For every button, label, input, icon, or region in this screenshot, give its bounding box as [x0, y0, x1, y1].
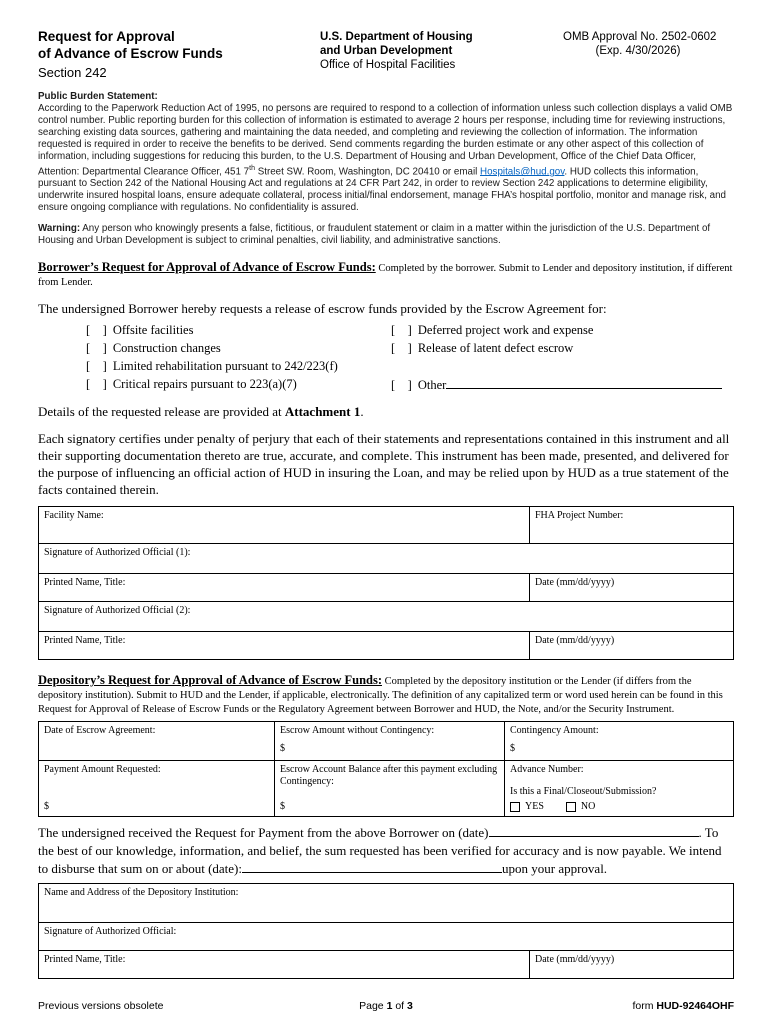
- dept-name-line1: U.S. Department of Housing: [320, 31, 473, 43]
- dept-name-line2: and Urban Development: [320, 45, 453, 57]
- footer-versions-note: Previous versions obsolete: [38, 1000, 164, 1012]
- payment-amount-label: Payment Amount Requested:: [44, 764, 161, 776]
- page-footer: [38, 994, 734, 1012]
- date-1-label: Date (mm/dd/yyyy): [535, 577, 615, 589]
- ordinal-suffix: th: [249, 165, 255, 172]
- received-date-line[interactable]: [489, 824, 699, 837]
- dollar-sign: $: [44, 801, 49, 813]
- escrow-amount-field[interactable]: [274, 722, 504, 760]
- depository-name-address-field[interactable]: [39, 884, 733, 922]
- other-checkbox[interactable]: [ ]: [391, 378, 412, 393]
- form-title-line2: of Advance of Escrow Funds: [38, 46, 223, 61]
- received-text-2: . To the best of our knowledge, information, and belief, the sum requested has been verified for accuracy and is now payable. We intend to disburse that sum on or about (date):: [38, 825, 722, 877]
- depository-date-label: Date (mm/dd/yyyy): [535, 954, 615, 966]
- hospitals-email-link[interactable]: Hospitals@hud.gov: [480, 166, 565, 178]
- option-offsite-facilities[interactable]: [86, 322, 391, 338]
- department-block: [320, 28, 563, 81]
- form-title-line1: Request for Approval: [38, 29, 175, 44]
- no-option[interactable]: [566, 801, 595, 813]
- other-fill-line[interactable]: [446, 376, 722, 389]
- burden-label: Public Burden Statement:: [38, 91, 158, 102]
- details-text: Details of the requested release are provided at: [38, 404, 285, 420]
- dollar-sign: $: [280, 743, 285, 755]
- details-period: .: [360, 404, 364, 420]
- signature-official-2-field[interactable]: [39, 602, 733, 631]
- office-name: Office of Hospital Facilities: [320, 59, 456, 71]
- omb-approval-number: OMB Approval No. 2502-0602: [563, 31, 717, 43]
- escrow-amount-label: Escrow Amount without Contingency:: [280, 725, 435, 737]
- printed-name-2-field[interactable]: [39, 632, 529, 659]
- received-statement: [38, 824, 734, 878]
- date-2-field[interactable]: [529, 632, 733, 659]
- signature-official-1-label: Signature of Authorized Official (1):: [44, 547, 191, 559]
- option-label: Limited rehabilitation pursuant to 242/223(f): [112, 359, 338, 374]
- omb-expiration: (Exp. 4/30/2026): [595, 45, 681, 57]
- yes-label: YES: [525, 801, 544, 813]
- printed-name-2-label: Printed Name, Title:: [44, 635, 126, 647]
- limited-rehab-checkbox[interactable]: [ ]: [86, 359, 107, 374]
- construction-changes-checkbox[interactable]: [ ]: [86, 341, 107, 356]
- public-burden-statement: [38, 91, 734, 214]
- borrower-heading-text: Borrower’s Request for Approval of Advance of Escrow Funds:: [38, 260, 376, 275]
- depository-heading-note: Completed by the depository institution or the Lender (if differs from the depository institution). Submit to HUD and the Lender, if applicable, electronically. The definition of any capitalized term or word used herein can be found in this Request for Approval of Release of Escrow Funds or the Regulatory Agreement between Borrower and HUD, the Note, and/or the Security Instrument.: [38, 676, 723, 716]
- escrow-balance-field[interactable]: [274, 761, 504, 816]
- option-latent-defect-escrow[interactable]: [391, 340, 734, 356]
- depository-heading-text: Depository’s Request for Approval of Advance of Escrow Funds:: [38, 673, 382, 688]
- page-total: 3: [407, 1000, 413, 1012]
- facility-name-field[interactable]: [39, 507, 529, 543]
- latent-defect-checkbox[interactable]: [ ]: [391, 341, 412, 356]
- date-of-escrow-agreement-label: Date of Escrow Agreement:: [44, 725, 156, 737]
- final-question-label: Is this a Final/Closeout/Submission?: [510, 786, 657, 798]
- page-word: Page: [359, 1000, 387, 1012]
- option-construction-changes[interactable]: [86, 340, 391, 356]
- deferred-project-checkbox[interactable]: [ ]: [391, 323, 412, 338]
- form-word: form: [632, 1000, 657, 1012]
- warning-label: Warning:: [38, 223, 81, 235]
- form-number: [502, 1000, 734, 1012]
- depository-signature-table: [38, 883, 734, 979]
- dollar-sign: $: [510, 743, 515, 755]
- critical-repairs-checkbox[interactable]: [ ]: [86, 377, 107, 392]
- depository-name-address-label: Name and Address of the Depository Institution:: [44, 887, 239, 899]
- page-indicator: [270, 1000, 502, 1012]
- warning-text: Any person who knowingly presents a false, fictitious, or fraudulent statement or claim in a matter within the jurisdiction of the U.S. Department of Housing and Urban Development is subject to criminal penalties, civil liability, and administrative sanctions.: [38, 223, 711, 247]
- option-label: Deferred project work and expense: [417, 323, 594, 338]
- final-submission-question: [510, 786, 656, 813]
- option-label: Critical repairs pursuant to 223(a)(7): [112, 377, 297, 392]
- form-section-label: Section 242: [38, 65, 107, 80]
- yes-no-options: [510, 801, 656, 813]
- advance-number-field[interactable]: [504, 761, 733, 816]
- depository-signature-label: Signature of Authorized Official:: [44, 926, 177, 938]
- printed-name-1-field[interactable]: [39, 574, 529, 601]
- borrower-heading-note: Completed by the borrower. Submit to Lender and depository institution, if different from Lender.: [38, 263, 733, 289]
- burden-text-3: . HUD collects this information, pursuant to Section 242 of the National Housing Act and regulations at 24 CFR Part 242, in order to review Section 242 applications to determine eligibility, underwrite insured hospital loans, ensure adequate collateral, process initial/final endorsement, manage FHA’s hospital portfolio, monitor and manage risk, and ensure ongoing compliance with regulations. No confidentiality is assured.: [38, 166, 726, 214]
- burden-text-1: According to the Paperwork Reduction Act of 1995, no persons are required to respond to a collection of information unless such collection displays a valid OMB control number. Public reporting burden for this collection of information is estimated to average 2 hours per response, including time for reviewing instructions, searching existing data sources, gathering and maintaining the data needed, and completing and reviewing the collection of information. The information requested is required in order to receive the benefits to be derived. Send comments regarding the burden estimate or any other aspect of this collection of information, including suggestions for reducing this burden, to the U.S. Department of Housing and Urban Development, Office of the Chief Data Officer, Attention: Departmental Clearance Officer, 451 7: [38, 103, 733, 178]
- borrower-section-heading: [38, 260, 734, 290]
- date-of-escrow-agreement-field[interactable]: [39, 722, 274, 760]
- date-1-field[interactable]: [529, 574, 733, 601]
- option-limited-rehabilitation[interactable]: [86, 358, 391, 374]
- borrower-intro: The undersigned Borrower hereby requests a release of escrow funds provided by the Escrow Agreement for:: [38, 301, 607, 317]
- attachment-reference: Attachment 1: [284, 404, 361, 420]
- received-text-3: upon your approval.: [502, 861, 608, 877]
- yes-checkbox[interactable]: [510, 802, 520, 812]
- fha-project-number-label: FHA Project Number:: [535, 510, 624, 522]
- date-2-label: Date (mm/dd/yyyy): [535, 635, 615, 647]
- of-word: of: [392, 1000, 408, 1012]
- received-text-1: The undersigned received the Request for Payment from the above Borrower on (date): [38, 825, 489, 841]
- depository-amounts-table: [38, 721, 734, 817]
- option-label: Construction changes: [112, 341, 221, 356]
- form-header: [38, 28, 734, 81]
- dollar-sign: $: [280, 801, 285, 813]
- payment-amount-requested-field[interactable]: [39, 761, 274, 816]
- fha-project-number-field[interactable]: [529, 507, 733, 543]
- page-number: 1: [386, 1000, 393, 1012]
- no-checkbox[interactable]: [566, 802, 576, 812]
- option-deferred-project-work[interactable]: [391, 322, 734, 338]
- option-critical-repairs[interactable]: [86, 376, 391, 393]
- contingency-amount-field[interactable]: [504, 722, 733, 760]
- no-label: NO: [580, 801, 596, 813]
- option-other[interactable]: [391, 376, 734, 393]
- checkbox-grid-spacer: [391, 358, 734, 374]
- contingency-amount-label: Contingency Amount:: [510, 725, 599, 737]
- facility-name-label: Facility Name:: [44, 510, 104, 522]
- certification-paragraph: Each signatory certifies under penalty of perjury that each of their statements and representations contained in this instrument and all their supporting documentation thereto are true, accurate, and complete. This instrument has been made, presented, and delivered for the purpose of influencing an official action of HUD in insuring the Loan, and may be relied upon by HUD as a true statement of the facts contained therein.: [38, 431, 730, 498]
- depository-printed-name-label: Printed Name, Title:: [44, 954, 126, 966]
- form-title-block: [38, 28, 320, 81]
- disburse-date-line[interactable]: [242, 860, 502, 873]
- depository-signature-field[interactable]: [39, 923, 733, 950]
- escrow-purpose-checkboxes: [86, 322, 734, 393]
- yes-option[interactable]: [510, 801, 544, 813]
- escrow-balance-label: Escrow Account Balance after this payment excluding Contingency:: [280, 764, 498, 788]
- option-label: Other: [417, 378, 447, 393]
- option-label: Offsite facilities: [112, 323, 194, 338]
- warning-statement: [38, 223, 734, 247]
- depository-section-heading: [38, 673, 734, 717]
- borrower-signature-table: [38, 506, 734, 660]
- omb-block: [563, 28, 734, 81]
- printed-name-1-label: Printed Name, Title:: [44, 577, 126, 589]
- advance-number-label: Advance Number:: [510, 764, 584, 776]
- signature-official-1-field[interactable]: [39, 544, 733, 573]
- depository-date-field[interactable]: [529, 951, 733, 978]
- offsite-facilities-checkbox[interactable]: [ ]: [86, 323, 107, 338]
- depository-printed-name-field[interactable]: [39, 951, 529, 978]
- details-line: [38, 403, 734, 420]
- burden-text-2: Street SW. Room, Washington, DC 20410 or email: [254, 166, 481, 178]
- signature-official-2-label: Signature of Authorized Official (2):: [44, 605, 191, 617]
- option-label: Release of latent defect escrow: [417, 341, 574, 356]
- form-number-value: HUD-92464OHF: [656, 1000, 734, 1012]
